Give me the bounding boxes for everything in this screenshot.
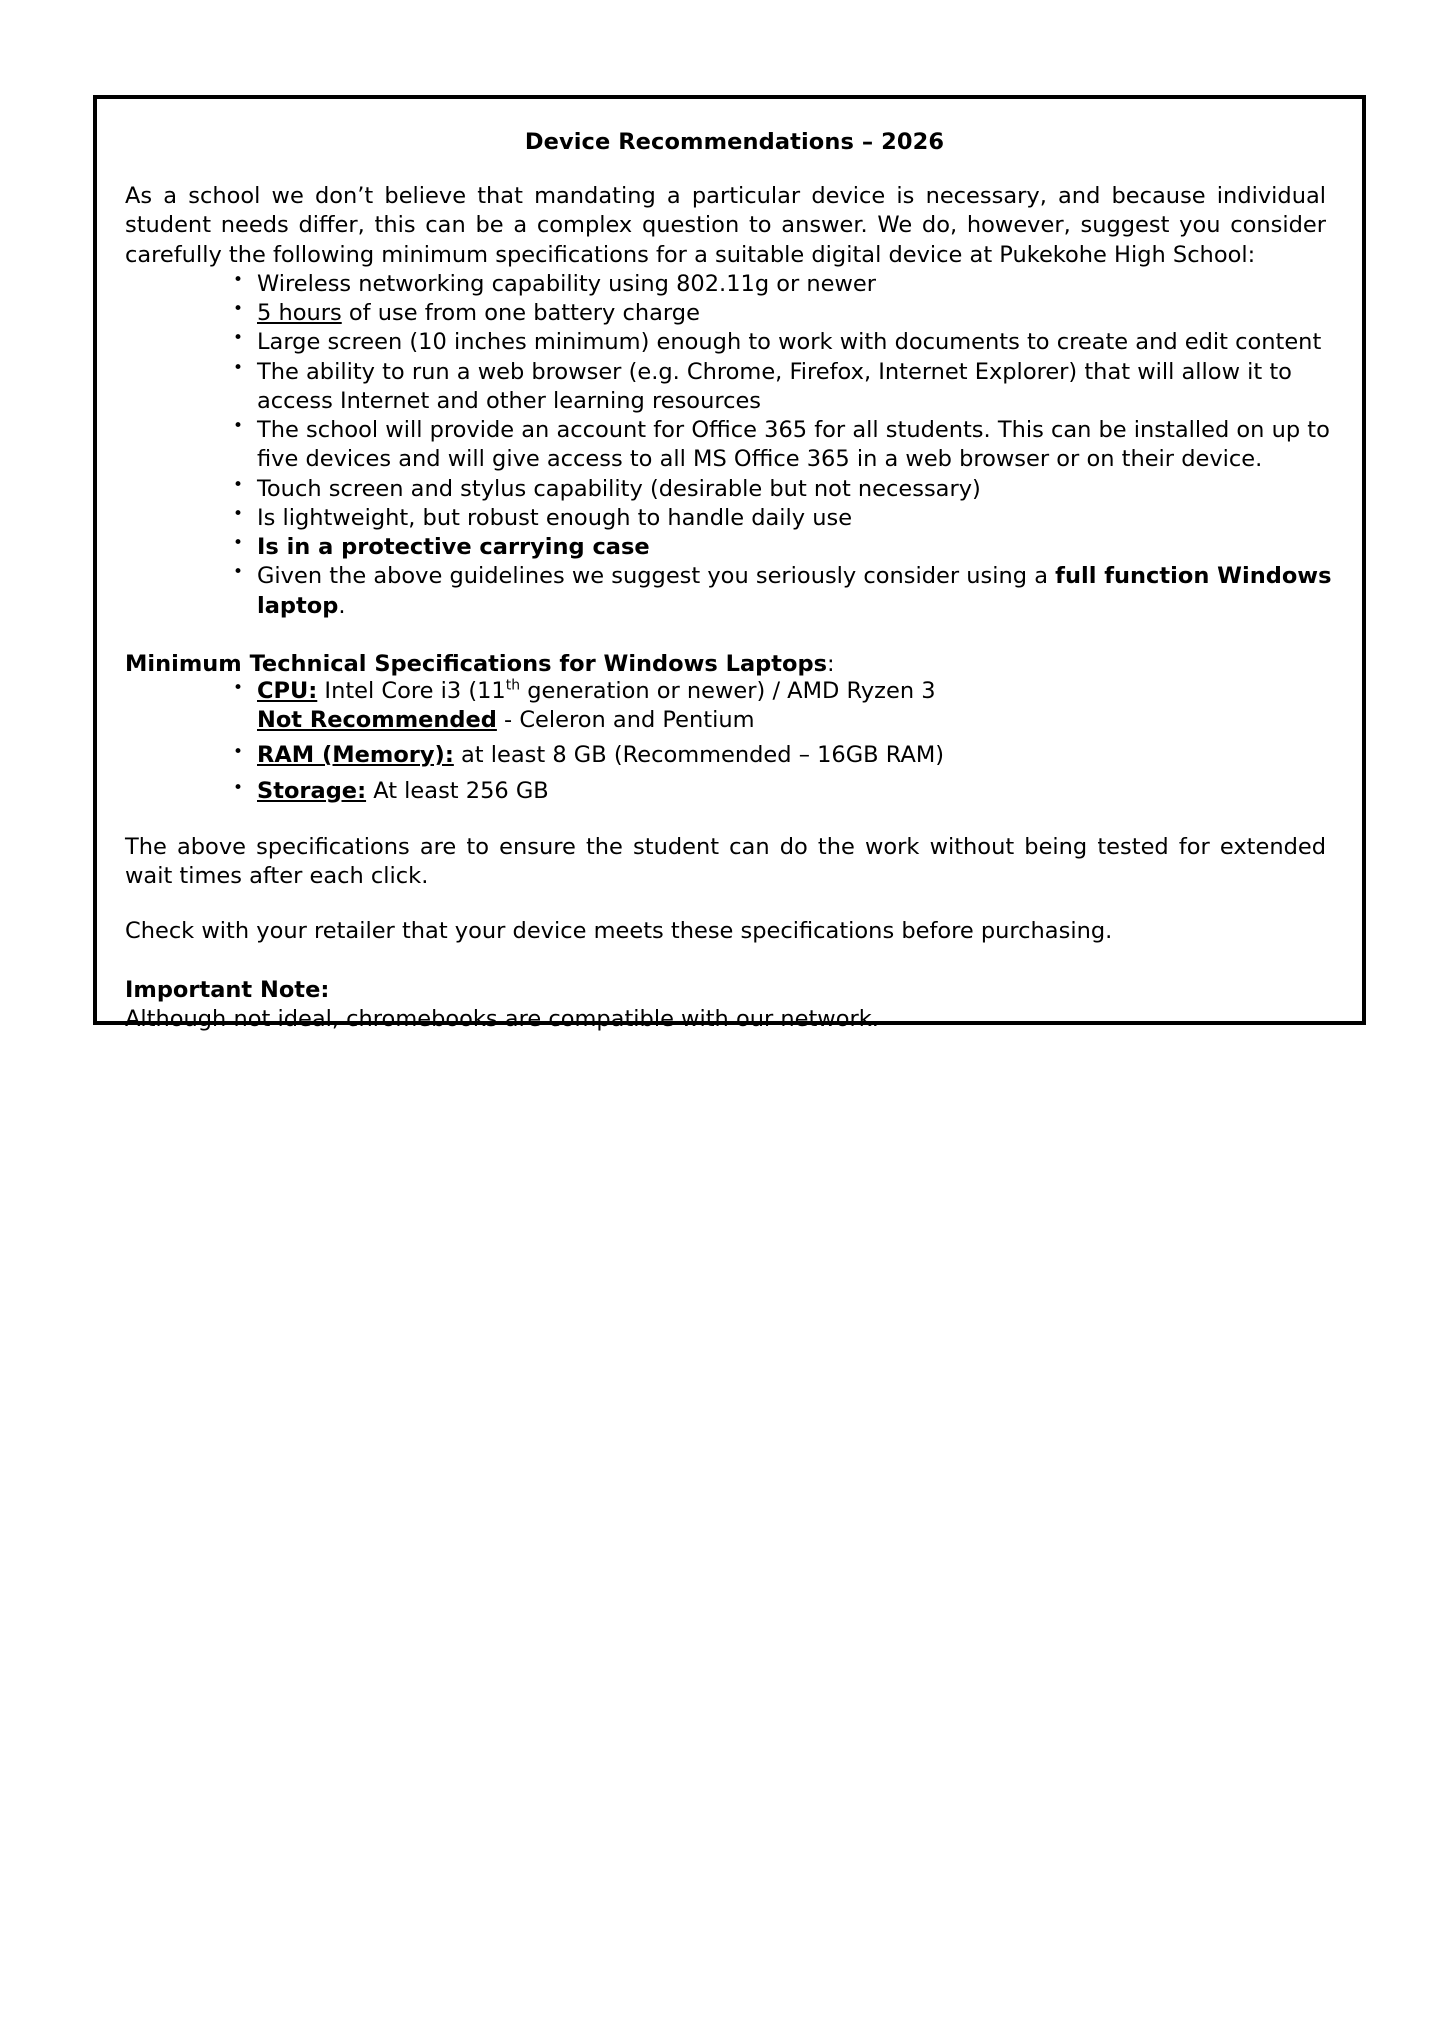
bullet-text: The school will provide an account for Office 365 for all students. This can be installed on up to five devices and will give access to all MS Office 365 in a web browser or on their device. [257, 417, 1330, 473]
intro-paragraph: As a school we don’t believe that mandating a particular device is necessary, and because individual student needs differ, this can be a complex question to answer. We do, however, suggest you consider carefully the following minimum specifications for a suitable digital device at Pukekohe High School: [125, 183, 1326, 268]
recommendation-bullet-list [125, 270, 1334, 621]
list-item-battery-life [125, 299, 1334, 328]
closing-paragraph-1: The above specifications are to ensure the student can do the work without being tested for extended wait times after each click. [125, 833, 1326, 889]
spec-value-cpu-after: generation or newer) / AMD Ryzen 3 [520, 677, 936, 704]
spec-value-ram: at least 8 GB (Recommended – 16GB RAM) [453, 742, 945, 769]
list-item-lightweight-robust [125, 504, 1334, 533]
spec-label-ram: RAM (Memory): [257, 742, 454, 769]
bullet-bold-text: Is in a protective carrying case [257, 534, 650, 560]
bullet-text: The ability to run a web browser (e.g. Chrome, Firefox, Internet Explorer) that will allow it to access Internet and other learning resources [257, 358, 1292, 414]
specs-bullet-list [125, 677, 1334, 806]
spec-label-storage: Storage: [257, 777, 367, 804]
bullet-underlined-lead: 5 hours [257, 300, 342, 326]
bullet-text-before: Given the above guidelines we suggest you seriously consider using a [257, 563, 1056, 590]
bullet-text: Is lightweight, but robust enough to handle daily use [257, 504, 853, 531]
list-item-wireless-networking [125, 270, 1334, 299]
important-note-heading: Important Note: [125, 976, 330, 1003]
list-item-screen-size [125, 328, 1334, 357]
bullet-text: of use from one battery charge [341, 300, 700, 326]
bullet-text: Large screen (10 inches minimum) enough to work with documents to create and edit content [257, 329, 1322, 356]
spec-value-storage: At least 256 GB [366, 777, 549, 804]
bullet-text: Touch screen and stylus capability (desirable but not necessary) [257, 475, 981, 502]
bullet-bold-text: full function Windows laptop [257, 563, 1332, 619]
important-note-body: Although not ideal, chromebooks are compatible with our network. [125, 1005, 879, 1032]
specs-section-heading [125, 651, 1334, 677]
spec-sub-label-not-recommended: Not Recommended [257, 707, 497, 733]
list-item-carrying-case [125, 533, 1334, 562]
closing-paragraph-2: Check with your retailer that your device meets these specifications before purchasing. [125, 918, 1113, 945]
document-text-box [93, 95, 1366, 1032]
list-item-windows-laptop-suggestion [125, 562, 1334, 621]
specs-heading-colon: : [826, 650, 835, 677]
list-item-storage [125, 777, 1334, 806]
list-item-ram [125, 741, 1334, 770]
list-item-cpu [125, 677, 1334, 736]
specs-heading-bold: Minimum Technical Specifications for Windows Laptops [125, 650, 827, 677]
list-item-office-365 [125, 416, 1334, 475]
spec-superscript-cpu: th [505, 677, 521, 694]
bullet-text: Wireless networking capability using 802.11g or newer [257, 270, 877, 297]
list-item-touch-stylus [125, 475, 1334, 504]
document-content [97, 99, 1362, 1034]
spec-subline-cpu [257, 706, 1334, 735]
page-title: Device Recommendations – 2026 [524, 129, 945, 155]
bullet-text-after: . [338, 592, 346, 619]
list-item-web-browser [125, 358, 1334, 417]
spec-value-cpu-before: Intel Core i3 (11 [317, 677, 506, 704]
spec-sub-value-not-recommended: - Celeron and Pentium [496, 707, 755, 733]
spec-label-cpu: CPU: [257, 677, 318, 704]
